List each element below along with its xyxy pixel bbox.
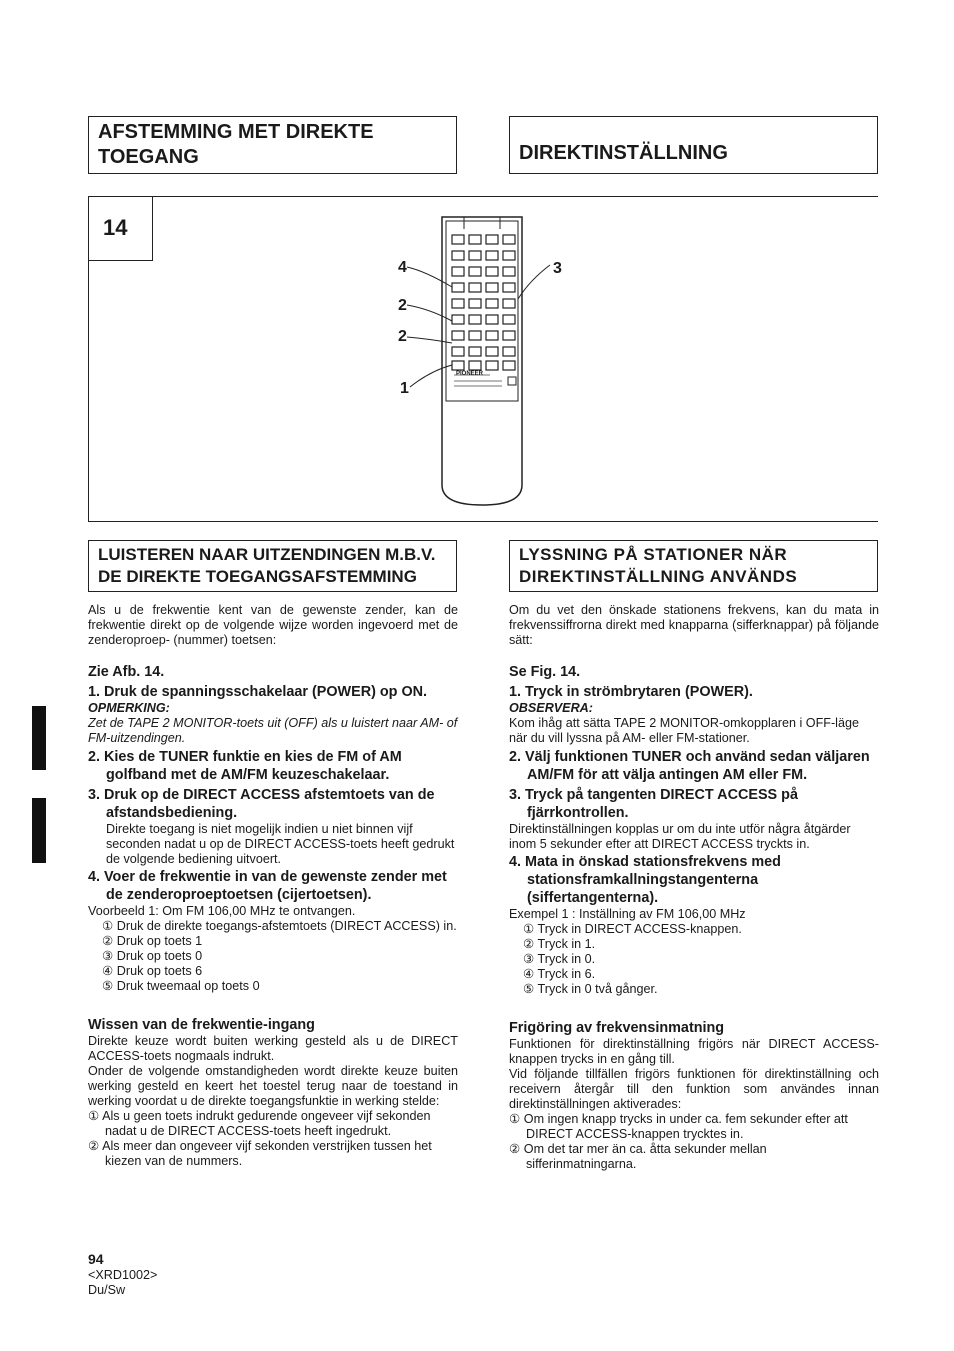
left-example-step: ② Druk op toets 1 xyxy=(102,934,203,948)
right-section-heading-box xyxy=(509,540,878,592)
left-example: Voorbeeld 1: Om FM 106,00 MHz te ontvangen. xyxy=(88,904,356,918)
right-intro: Om du vet den önskade stationens frekvens, kan du mata in frekvenssiffrorna direkt med knapparna (sifferknappar) på följande sätt: xyxy=(509,603,879,647)
figure-bottom-rule xyxy=(88,521,878,522)
right-clear-heading: Frigöring av frekvensinmatning xyxy=(509,1020,725,1036)
left-note: Zet de TAPE 2 MONITOR-toets uit (OFF) als u luistert naar AM- of FM-uitzendingen. xyxy=(88,716,458,745)
figure-top-rule xyxy=(88,196,878,197)
left-example-step: ① Druk de direkte toegangs-afstemtoets (DIRECT ACCESS) in. xyxy=(102,919,457,933)
left-step-3: 3. Druk op de DIRECT ACCESS afstemtoets van de afstandsbediening. xyxy=(88,787,435,821)
side-marker-bottom xyxy=(32,798,46,863)
left-step-3-text: Direkte toegang is niet mogelijk indien u niet binnen vijf seconden nadat u op de DIRECT ACCESS-toets heeft gedrukt de volgende bediening uitvoert. xyxy=(106,822,455,866)
right-note: Kom ihåg att sätta TAPE 2 MONITOR-omkopplaren i OFF-läge när du vill lyssna på AM- eller FM-stationer. xyxy=(509,716,859,745)
title-box-left xyxy=(88,116,457,174)
right-see-fig: Se Fig. 14. xyxy=(509,664,581,680)
left-example-step: ③ Druk op toets 0 xyxy=(102,949,203,963)
document-code: <XRD1002> xyxy=(88,1268,158,1282)
page-number: 94 xyxy=(88,1251,104,1267)
right-clear-p1: Funktionen för direktinställning frigörs när DIRECT ACCESS-knappen trycks in en gång till. xyxy=(509,1037,879,1066)
right-clear-item: ① Om ingen knapp trycks in under ca. fem sekunder efter att DIRECT ACCESS-knappen trycktes in. xyxy=(509,1112,848,1141)
title-left: AFSTEMMING MET DIREKTE TOEGANG xyxy=(98,121,374,168)
left-example-step: ⑤ Druk tweemaal op toets 0 xyxy=(102,979,260,993)
callout-2b: 2 xyxy=(398,328,407,345)
right-example-step: ⑤ Tryck in 0 två gånger. xyxy=(523,982,658,996)
right-example-step: ① Tryck in DIRECT ACCESS-knappen. xyxy=(523,922,742,936)
right-step-1: 1. Tryck in strömbrytaren (POWER). xyxy=(509,684,753,700)
left-note-label: OPMERKING: xyxy=(88,701,170,715)
left-clear-item: ① Als u geen toets indrukt gedurende ongeveer vijf sekonden nadat u de DIRECT ACCESS-toets heeft ingedrukt. xyxy=(88,1109,431,1138)
language-code: Du/Sw xyxy=(88,1283,126,1297)
title-right: DIREKTINSTÄLLNING xyxy=(519,142,728,164)
right-note-label: OBSERVERA: xyxy=(509,701,593,715)
title-box-right xyxy=(509,116,878,174)
left-column xyxy=(88,603,458,1169)
right-example-step: ③ Tryck in 0. xyxy=(523,952,596,966)
callout-3: 3 xyxy=(553,260,562,277)
figure-number: 14 xyxy=(103,215,128,240)
footer xyxy=(88,1250,157,1298)
right-example-step: ② Tryck in 1. xyxy=(523,937,596,951)
right-step-4: 4. Mata in önskad stationsfrekvens med stationsframkallningstangenterna (siffertangenterna). xyxy=(509,854,781,906)
remote-brand-label: PIONEER xyxy=(456,371,484,377)
callout-1: 1 xyxy=(400,380,409,397)
left-intro: Als u de frekwentie kent van de gewenste zender, kan de frekwentie direkt op de volgende wijze worden ingevoerd met de zenderoproep- (nummer) toetsen: xyxy=(88,603,458,647)
left-step-1: 1. Druk de spanningsschakelaar (POWER) op ON. xyxy=(88,684,428,700)
left-clear-p1: Direkte keuze wordt buiten werking gesteld als u de DIRECT ACCESS-toets nogmaals indrukt. xyxy=(88,1034,458,1063)
left-clear-item: ② Als meer dan ongeveer vijf sekonden verstrijken tussen het kiezen van de nummers. xyxy=(88,1139,432,1168)
left-clear-heading: Wissen van de frekwentie-ingang xyxy=(88,1017,315,1033)
callout-4: 4 xyxy=(398,259,407,276)
right-step-3: 3. Tryck på tangenten DIRECT ACCESS på fjärrkontrollen. xyxy=(509,787,798,821)
right-example-step: ④ Tryck in 6. xyxy=(523,967,596,981)
figure-number-box xyxy=(88,196,153,261)
right-clear-p2: Vid följande tillfällen frigörs funktionen för direktinställning och receivern återgår till den funktion som användes innan direktinställningen aktiverades: xyxy=(509,1067,879,1111)
right-example: Exempel 1 : Inställning av FM 106,00 MHz xyxy=(509,907,746,921)
left-step-4: 4. Voer de frekwentie in van de gewenste zender met de zenderoproeptoetsen (cijertoetsen). xyxy=(88,869,447,903)
right-step-2: 2. Välj funktionen TUNER och använd sedan väljaren AM/FM för att välja antingen AM eller FM. xyxy=(509,749,870,783)
left-example-step: ④ Druk op toets 6 xyxy=(102,964,203,978)
side-marker-top xyxy=(32,706,46,770)
left-section-heading-box xyxy=(88,540,457,592)
remote-control-illustration xyxy=(380,205,580,515)
left-step-2: 2. Kies de TUNER funktie en kies de FM of AM golfband met de AM/FM keuzeschakelaar. xyxy=(88,749,402,783)
left-section-heading: LUISTEREN NAAR UITZENDINGEN M.B.V. DE DIREKTE TOEGANGSAFSTEMMING xyxy=(98,545,436,586)
left-see-fig: Zie Afb. 14. xyxy=(88,664,165,680)
right-column xyxy=(509,603,879,1172)
left-clear-p2: Onder de volgende omstandigheden wordt direkte keuze buiten werking gesteld en keert het toestel terug naar de toestand in werking voordat u de direkte toegangsfunktie in werking stelde: xyxy=(88,1064,458,1108)
right-section-heading: LYSSNING PÅ STATIONER NÄR DIREKTINSTÄLLNING ANVÄNDS xyxy=(519,545,798,586)
right-clear-item: ② Om det tar mer än ca. åtta sekunder mellan sifferinmatningarna. xyxy=(509,1142,767,1171)
callout-2a: 2 xyxy=(398,297,407,314)
right-step-3-text: Direktinställningen kopplas ur om du inte utför några åtgärder inom 5 sekunder efter att DIRECT ACCESS tryckts in. xyxy=(509,822,851,851)
